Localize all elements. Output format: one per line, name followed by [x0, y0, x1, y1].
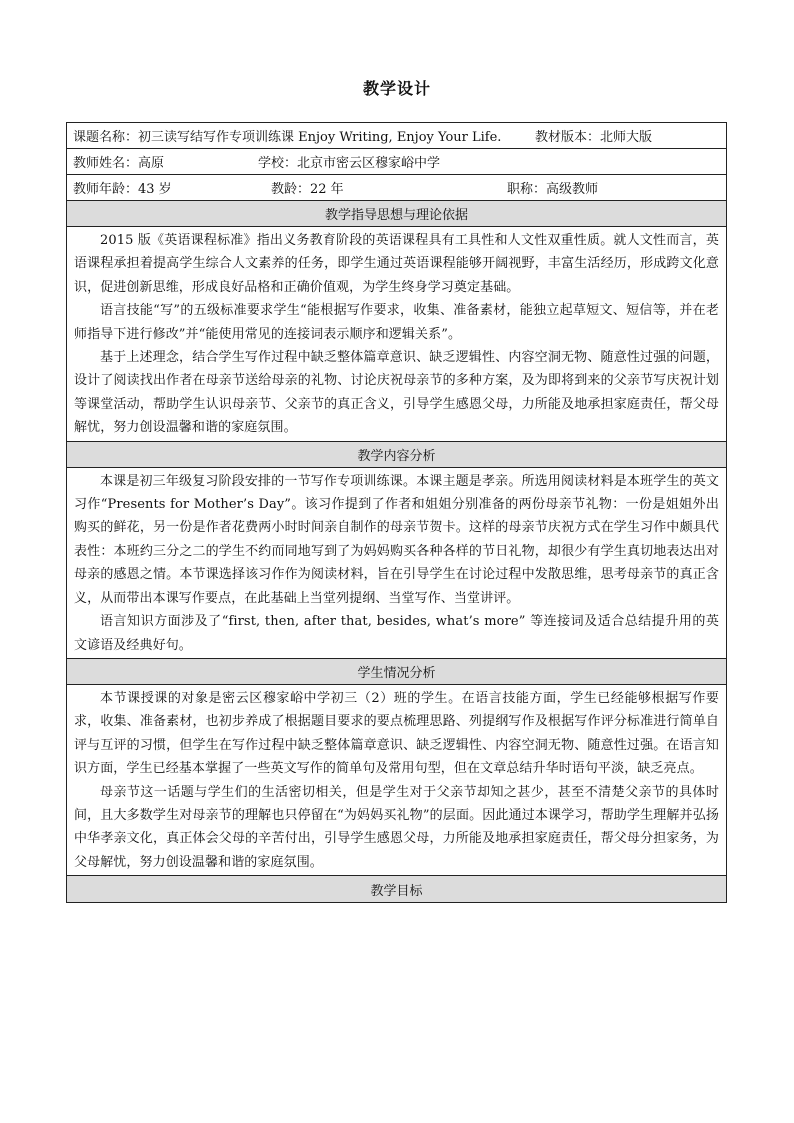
- section-content-guiding-theory: [67, 227, 726, 442]
- section-heading-guiding-theory: 教学指导思想与理论依据: [67, 201, 726, 227]
- section-heading-teaching-objectives: 教学目标: [67, 876, 726, 902]
- paragraph: 母亲节这一话题与学生们的生活密切相关，但是学生对于父亲节却知之甚少，甚至不清楚父亲节的具体时间，且大多数学生对母亲节的理解也只停留在“为妈妈买礼物”的层面。因此通过本课学习，帮助学生理解并弘扬中华孝亲文化，真正体会父母的辛苦付出，引导学生感恩父母，力所能及地承担家庭责任，帮父母分担家务，为父母解忧，努力创设温馨和谐的家庭氛围。: [74, 784, 719, 870]
- paragraph: 本课是初三年级复习阶段安排的一节写作专项训练课。本课主题是孝亲。所选用阅读材料是本班学生的英文习作“Presents for Mother’s Day”。该习作提到了作者和姐姐分别准备的两份母亲节礼物：一份是姐姐外出购买的鲜花，另一份是作者花费两小时时间亲自制作的母亲节贺卡。这样的母亲节庆祝方式在学生习作中颇具代表性：本班约三分之二的学生不约而同地写到了为妈妈购买各种各样的节日礼物，却很少有学生真切地表达出对母亲的感恩之情。本节课选择该习作作为阅读材料，旨在引导学生在讨论过程中发散思维，思考母亲节的真正含义，从而带出本课写作要点，在此基础上当堂列提纲、当堂写作、当堂讲评。: [74, 473, 719, 606]
- document-title: 教学设计: [362, 79, 431, 98]
- paragraph: 基于上述理念，结合学生写作过程中缺乏整体篇章意识、缺乏逻辑性、内容空洞无物、随意性过强的问题，设计了阅读找出作者在母亲节送给母亲的礼物、讨论庆祝母亲节的多种方案，及为即将到来的父亲节写庆祝计划等课堂活动，帮助学生认识母亲节、父亲节的真正含义，引导学生感恩父母，力所能及地承担家庭责任，帮父母解忧，努力创设温馨和谐的家庭氛围。: [74, 350, 719, 436]
- section-heading-student-analysis: 学生情况分析: [67, 659, 726, 685]
- course-name: 课题名称：初三读写结写作专项训练课 Enjoy Writing, Enjoy Your Life.: [73, 130, 502, 145]
- paragraph: 2015 版《英语课程标准》指出义务教育阶段的英语课程具有工具性和人文性双重性质。就人文性而言，英语课程承担着提高学生综合人文素养的任务，即学生通过英语课程能够开阔视野，丰富生活经历，形成跨文化意识，促进创新思维，形成良好品格和正确价值观，为学生终身学习奠定基础。: [74, 233, 719, 295]
- teacher-name: 教师姓名：高原: [73, 156, 165, 171]
- info-row-teacher: [67, 149, 726, 175]
- professional-title: 职称：高级教师: [507, 182, 599, 197]
- section-content-student-analysis: [67, 685, 726, 876]
- paragraph: 语言技能“写”的五级标准要求学生“能根据写作要求，收集、准备素材，能独立起草短文、短信等，并在老师指导下进行修改”并“能使用常见的连接词表示顺序和逻辑关系”。: [74, 303, 719, 342]
- teacher-age: 教师年龄：43 岁: [73, 182, 172, 197]
- school-name: 学校：北京市密云区穆家峪中学: [258, 156, 441, 171]
- section-heading-content-analysis: 教学内容分析: [67, 442, 726, 468]
- paragraph: 本节课授课的对象是密云区穆家峪中学初三（2）班的学生。在语言技能方面，学生已经能够根据写作要求，收集、准备素材，也初步养成了根据题目要求的要点梳理思路、列提纲写作及根据写作评分标准进行简单自评与互评的习惯，但学生在写作过程中缺乏整体篇章意识、缺乏逻辑性、内容空洞无物、随意性过强。在语言知识方面，学生已经基本掌握了一些英文写作的简单句及常用句型，但在文章总结升华时语句平淡，缺乏亮点。: [74, 690, 719, 777]
- paragraph: 语言知识方面涉及了“first, then, after that, besides, what’s more” 等连接词及适合总结提升用的英文谚语及经典好句。: [74, 614, 719, 653]
- info-row-course: [67, 123, 726, 149]
- info-row-age: [67, 175, 726, 201]
- lesson-plan-table: [66, 122, 727, 903]
- section-content-content-analysis: [67, 468, 726, 659]
- textbook-edition: 教材版本：北师大版: [535, 130, 653, 145]
- teaching-years: 教龄：22 年: [271, 182, 344, 197]
